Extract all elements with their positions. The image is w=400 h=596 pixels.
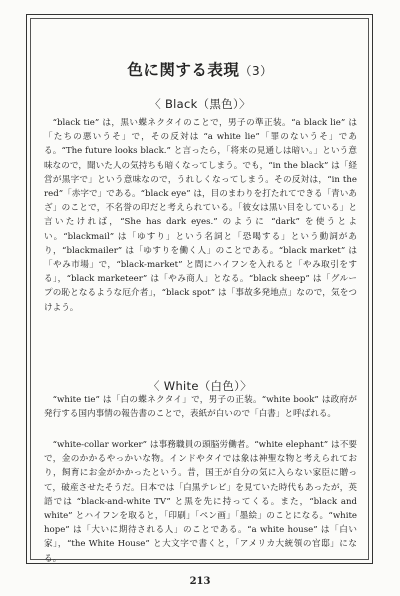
page-title	[0, 58, 400, 80]
page-title-number: （3）	[239, 64, 273, 78]
section-heading-white: 〈 White（白色）〉	[148, 379, 252, 393]
section-white-paragraph-1: “white tie” は「白の蝶ネクタイ」で，男子の正装。“white book” は政府が発行する国内事情の報告書のことで，表紙が白いので「白書」と呼ばれる。	[44, 395, 357, 420]
page-title-text: 色に関する表現	[127, 61, 240, 79]
section-black-paragraph: “black tie” は，黒い蝶ネクタイのことで，男子の準正装。“a black lie” は「たちの悪いうそ」で，その反対は “a white lie”「罪のないうそ」である。“The future looks black.” と言ったら，「将来の見通しは暗い。」という意味なので，聞いた人の気持ちも暗くなってしまう。でも，“in the black” は「経営が黒字で」という意味なので，うれしくなってしまう。その反対は，“in the red”「赤字で」である。“black eye” は，目のまわりを打たれてできる「青いあざ」のことで，不名誉の印だと考えられている。「彼女は黒い目をしている」と言いたければ，“She has dark eyes.” のように “dark” を使うとよい。“blackmail” は「ゆすり」という名詞と「恐喝する」という動詞があり，“blackmailer” は「ゆすりを働く人」のことである。“black market” は「やみ市場」で，“black-market” と間にハイフンを入れると「やみ取引をする」，“black marketeer” は「やみ商人」となる。“black sheep” は「グループの恥となるような厄介者」，“black spot” は「事故多発地点」なので，気をつけよう。	[44, 118, 357, 313]
page-number: 213	[189, 576, 211, 587]
section-white-paragraph-2: “white-collar worker” は事務職員の頭脳労働者。“white elephant” は不要で，金のかかるやっかいな物。インドやタイでは象は神聖な物と考えられており，飼育にお金がかかったという。昔，国王が自分の気に入らない家臣に贈って，破産させたそうだ。日本では「白黒テレビ」を見ていた時代もあったが，英語では “black-and-white TV” と黒を先に持ってくる。また，“black and white” とハイフンを取ると，「印刷」「ペン画」「墨絵」のことになる。“white hope” は「大いに期待される人」のことである。“a white house” は「白い家」，“the White House” と大文字で書くと，「アメリカ大統領の官邸」になる。	[44, 440, 357, 564]
section-heading-black: 〈 Black（黒色）〉	[149, 97, 251, 111]
